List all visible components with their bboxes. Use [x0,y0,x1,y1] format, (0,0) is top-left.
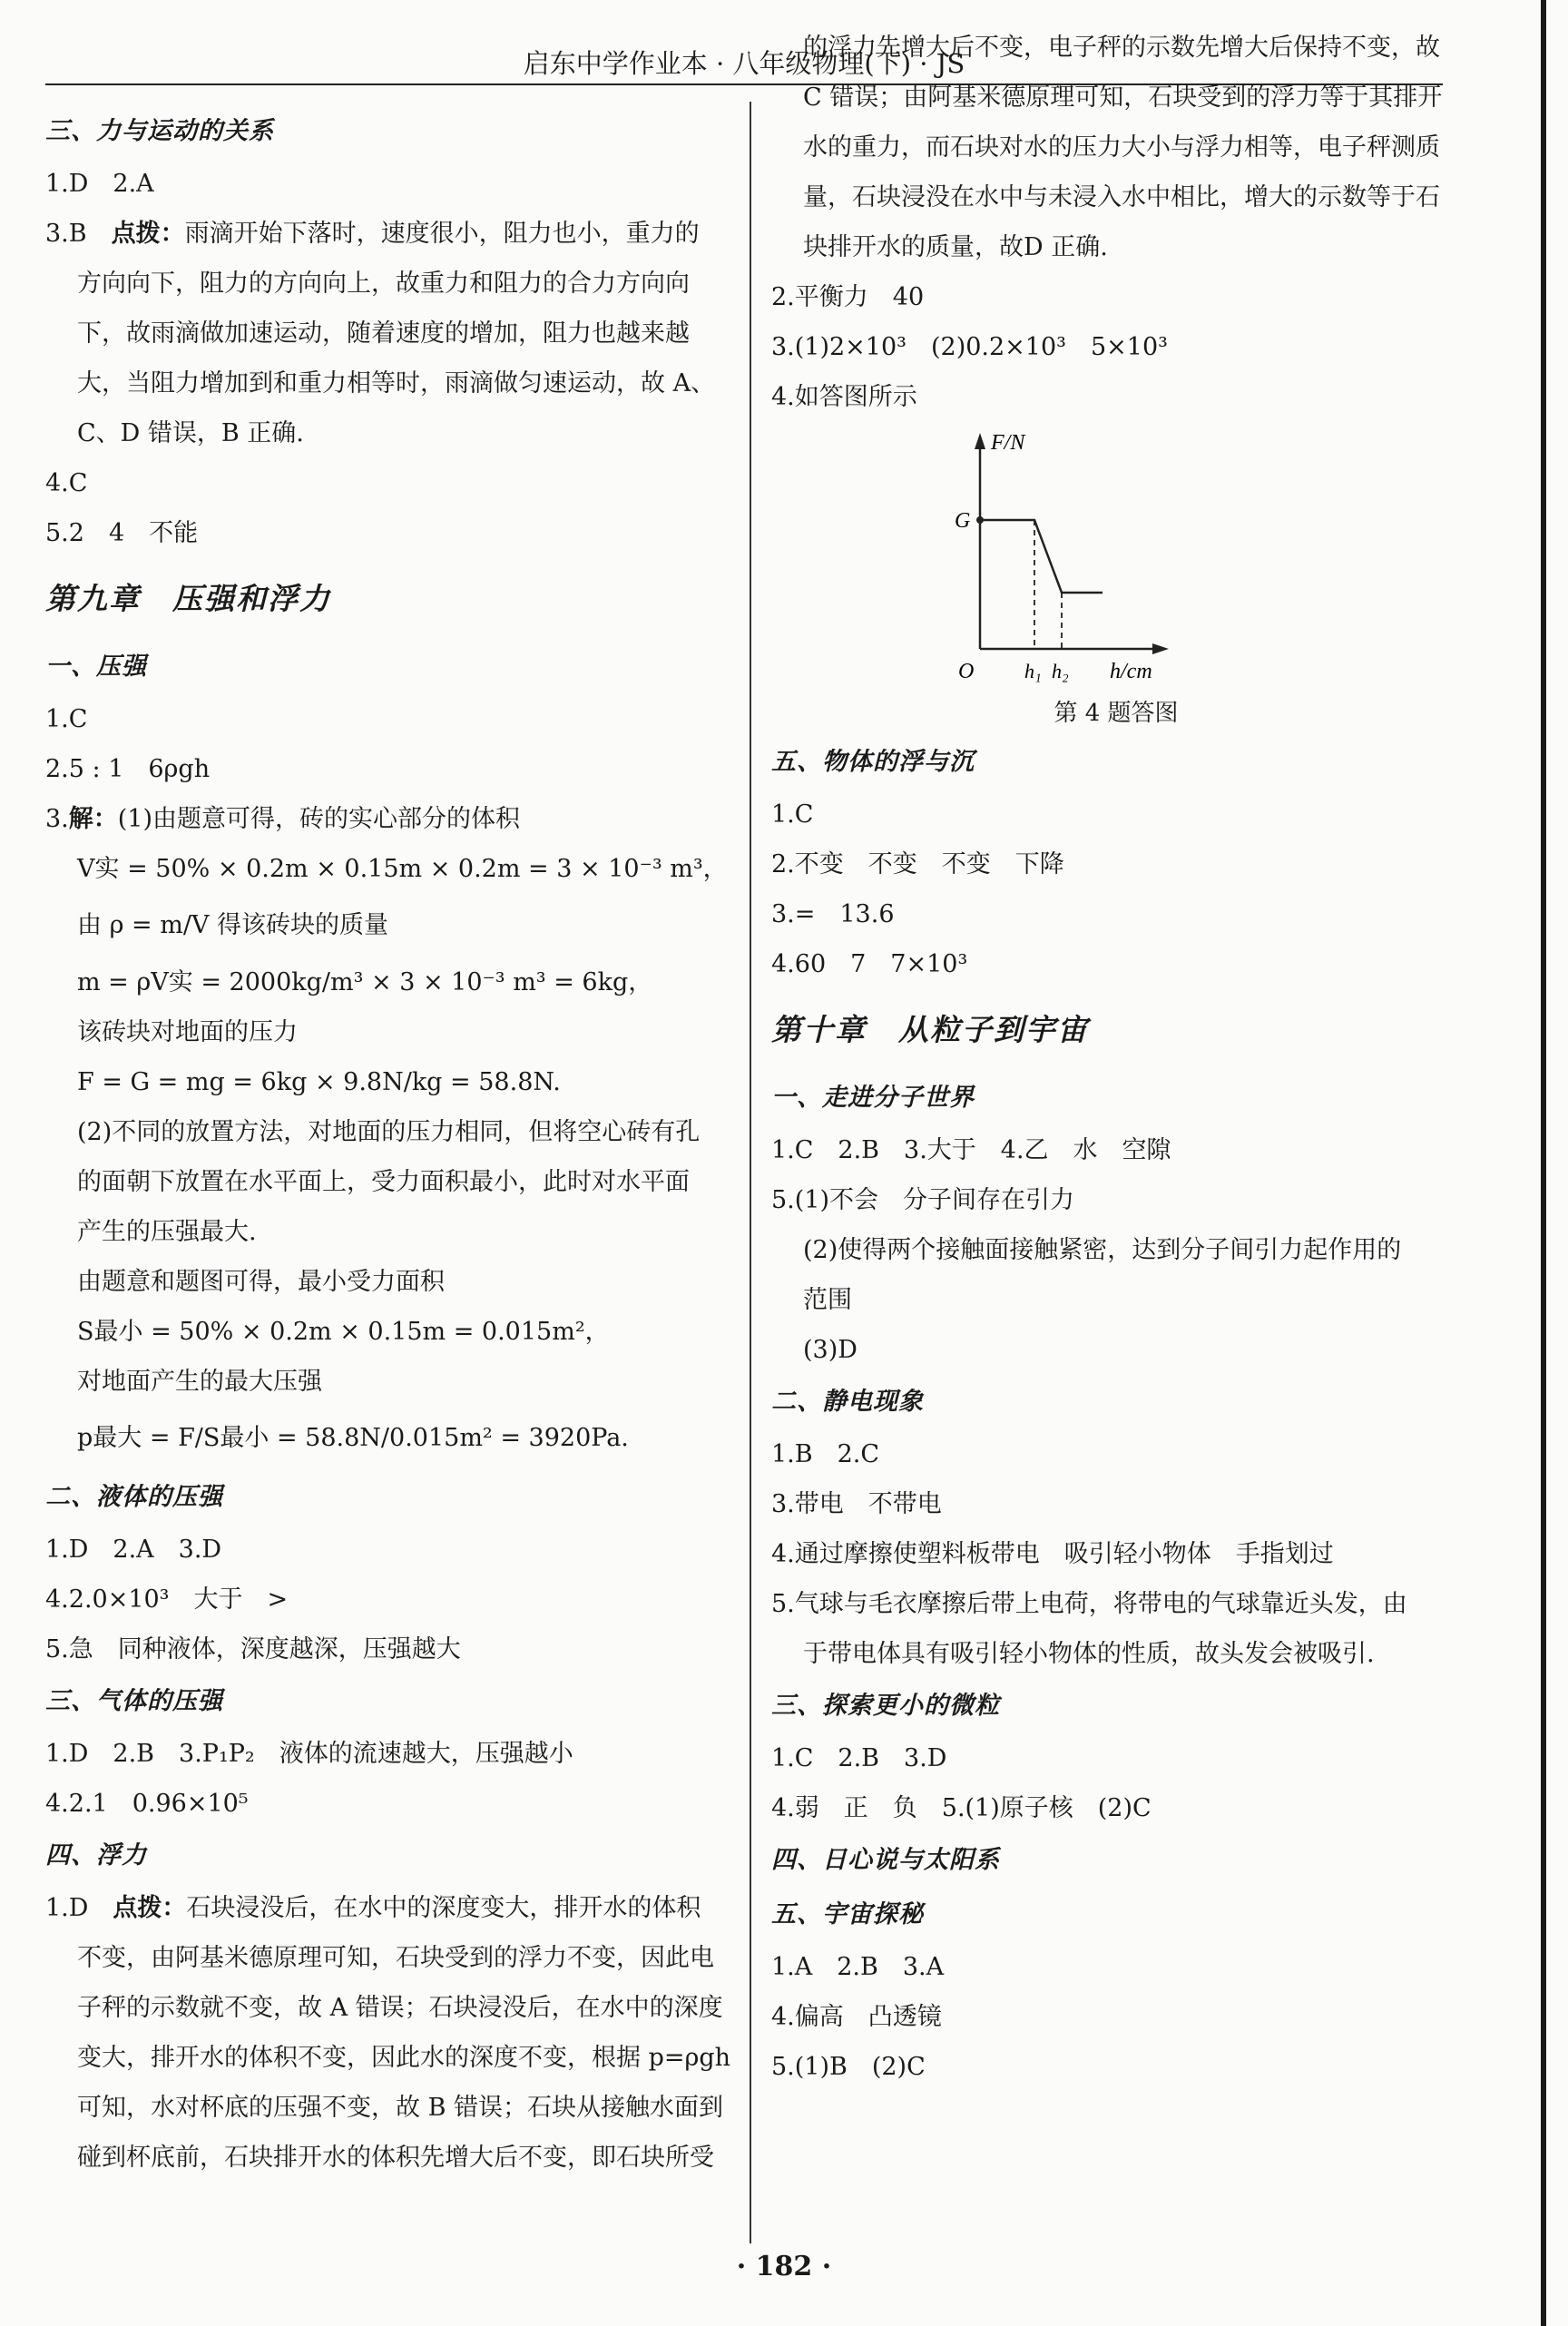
answer-line: 2.5 : 1 6ρgh [45,755,211,783]
answer-line: 方向向下，阻力的方向向上，故重力和阻力的合力方向向 [77,270,690,298]
answer-line: C 错误；由阿基米德原理可知，石块受到的浮力等于其排开 [803,83,1443,112]
answer-line: 的面朝下放置在水平面上，受力面积最小，此时对水平面 [77,1168,690,1196]
g-label: G [955,509,971,533]
answer-line: 1.C [45,705,88,733]
answer-line: 由题意和题图可得，最小受力面积 [77,1268,445,1296]
force-depth-graph [944,422,1216,694]
formula-line: S最小 = 50% × 0.2m × 0.15m = 0.015m²， [77,1318,610,1346]
formula-line: m = ρV实 = 2000kg/m³ × 3 × 10⁻³ m³ = 6kg， [77,968,653,996]
answer-line: 5.(1)不会 分子间存在引力 [771,1186,1075,1214]
chapter-title: 第九章 压强和浮力 [45,581,331,616]
answer-line: 不变，由阿基米德原理可知，石块受到的浮力不变，因此电 [77,1944,714,1972]
answer-line: 1.A 2.B 3.A [771,1953,945,1981]
section-title: 三、力与运动的关系 [45,117,274,145]
answer-line: 下，故雨滴做加速运动，随着速度的增加，阻力也越来越 [77,319,690,348]
left-column [45,104,735,2183]
section-title: 五、物体的浮与沉 [771,748,975,776]
answer-line: 4.C [45,469,88,497]
answer-line: 4.偏高 凸透镜 [771,2003,942,2031]
answer-line: 4.2.1 0.96×10⁵ [45,1790,249,1818]
answer-line: 5.(1)B (2)C [771,2053,926,2081]
h1-label: h₁ [1024,660,1042,682]
right-column [771,0,1461,2092]
section-title: 四、日心说与太阳系 [771,1846,1000,1874]
answer-line: 对地面产生的最大压强 [77,1368,322,1396]
origin-label: O [958,660,975,683]
answer-line: 大，当阻力增加到和重力相等时，雨滴做匀速运动，故 A、 [77,369,716,397]
answer-line: (3)D [803,1336,858,1364]
answer-line: 1.D 点拨：石块浸没后，在水中的深度变大，排开水的体积 [45,1894,701,1922]
answer-line: (2)不同的放置方法，对地面的压力相同，但将空心砖有孔 [77,1118,701,1146]
answer-line: 5.2 4 不能 [45,519,199,547]
answer-line: 5.气球与毛衣摩擦后带上电荷，将带电的气球靠近头发，由 [771,1590,1407,1618]
answer-line: (2)使得两个接触面接触紧密，达到分子间引力起作用的 [803,1236,1402,1264]
answer-line: 2.不变 不变 不变 下降 [771,850,1064,878]
answer-line: 4.弱 正 负 5.(1)原子核 (2)C [771,1794,1152,1822]
formula-line: V实 = 50% × 0.2m × 0.15m × 0.2m = 3 × 10⁻³ m³， [77,855,728,883]
answer-line: 4.2.0×10³ 大于 > [45,1585,289,1614]
answer-line: 量，石块浸没在水中与未浸入水中相比，增大的示数等于石 [803,183,1440,211]
answer-line: 该砖块对地面的压力 [77,1018,298,1046]
answer-line: 4.如答图所示 [771,383,917,411]
section-title: 五、宇宙探秘 [771,1900,924,1929]
column-divider [750,102,751,2243]
answer-line: 2.平衡力 40 [771,283,925,311]
y-axis-label: F/N [991,431,1025,455]
answer-line: 5.急 同种液体，深度越深，压强越大 [45,1635,461,1664]
answer-line: 范围 [803,1286,852,1314]
h2-label: h₂ [1052,660,1069,682]
x-axis-label: h/cm [1110,660,1152,683]
answer-line: 1.C 2.B 3.D [771,1744,947,1772]
page-header-title: 启东中学作业本 · 八年级物理(下) · JS [523,48,965,79]
section-title: 二、静电现象 [771,1388,924,1416]
answer-line: 3.带电 不带电 [771,1490,942,1518]
answer-line: 块排开水的质量，故D 正确. [803,233,1108,261]
x-axis-arrow [1152,643,1169,654]
answer-line: C、D 错误，B 正确. [77,419,304,447]
chapter-title: 第十章 从粒子到宇宙 [771,1012,1089,1047]
y-axis-arrow [975,433,985,449]
formula-line: 由 ρ = m/V 得该砖块的质量 [77,911,389,939]
section-title: 三、气体的压强 [45,1687,223,1715]
answer-line: 的浮力先增大后不变，电子秤的示数先增大后保持不变，故 [803,34,1440,62]
answer-line: 3.= 13.6 [771,900,895,928]
answer-line: 3.B 点拨：雨滴开始下落时，速度很小，阻力也小，重力的 [45,220,700,248]
answer-line: 1.C [771,800,814,829]
answer-line: 1.B 2.C [771,1440,880,1468]
answer-line: 3.解：(1)由题意可得，砖的实心部分的体积 [45,805,521,833]
formula-line: p最大 = F/S最小 = 58.8N/0.015m² = 3920Pa. [77,1424,629,1452]
answer-line: 4.通过摩擦使塑料板带电 吸引轻小物体 手指划过 [771,1540,1334,1568]
section-title: 一、压强 [45,653,147,681]
force-curve [980,520,1102,593]
formula-line: F = G = mg = 6kg × 9.8N/kg = 58.8N. [77,1068,561,1096]
answer-line: 变大，排开水的体积不变，因此水的深度不变，根据 p=ρgh [77,2044,731,2072]
section-title: 一、走进分子世界 [771,1084,975,1112]
answer-line: 1.C 2.B 3.大于 4.乙 水 空隙 [771,1136,1171,1164]
answer-graph [771,422,1461,735]
section-title: 二、液体的压强 [45,1483,223,1511]
graph-caption: 第 4 题答图 [1054,700,1179,727]
page-number: · 182 · [736,2251,832,2282]
section-title: 四、浮力 [45,1841,147,1870]
answer-line: 于带电体具有吸引轻小物体的性质，故头发会被吸引. [803,1640,1375,1668]
answer-line: 碰到杯底前，石块排开水的体积先增大后不变，即石块所受 [77,2144,714,2172]
answer-line: 水的重力，而石块对水的压力大小与浮力相等，电子秤测质 [803,133,1440,162]
answer-line: 1.D 2.A 3.D [45,1536,222,1564]
answer-line: 产生的压强最大. [77,1218,257,1246]
page-edge-bar [1541,0,1546,2326]
answer-line: 3.(1)2×10³ (2)0.2×10³ 5×10³ [771,333,1168,361]
answer-line: 1.D 2.A [45,170,154,198]
answer-line: 子秤的示数就不变，故 A 错误；石块浸没后，在水中的深度 [77,1994,723,2022]
answer-line: 4.60 7 7×10³ [771,950,968,978]
section-title: 三、探索更小的微粒 [771,1692,1000,1720]
answer-line: 可知，水对杯底的压强不变，故 B 错误；石块从接触水面到 [77,2094,724,2122]
answer-line: 1.D 2.B 3.P₁P₂ 液体的流速越大，压强越小 [45,1740,573,1768]
